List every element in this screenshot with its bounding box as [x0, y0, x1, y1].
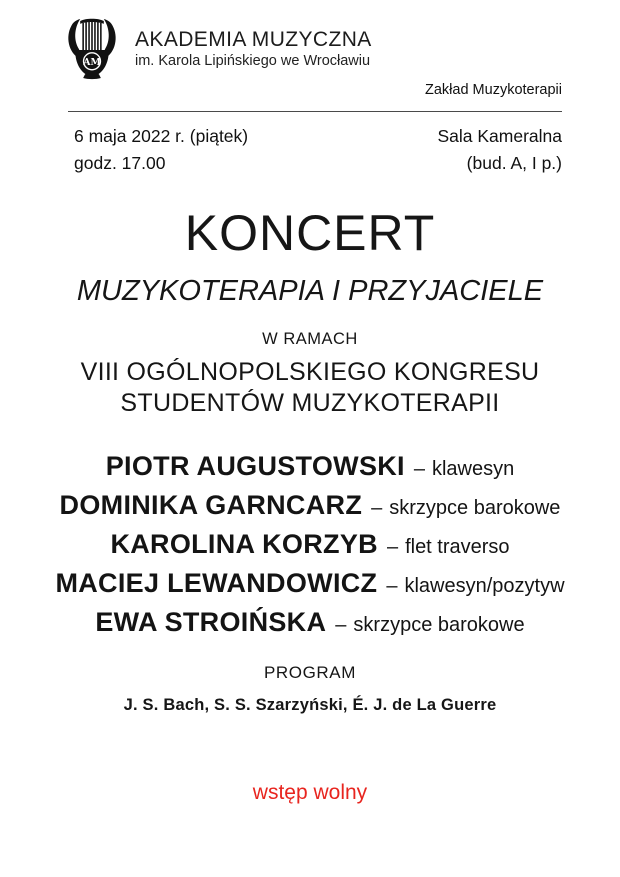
- academy-subtitle: im. Karola Lipińskiego we Wrocławiu: [135, 52, 371, 69]
- performer-name: PIOTR AUGUSTOWSKI: [105, 451, 405, 481]
- event-date: 6 maja 2022 r. (piątek): [74, 126, 249, 146]
- performer-separator: –: [335, 614, 347, 636]
- venue-name: Sala Kameralna: [437, 126, 562, 146]
- academy-name: AKADEMIA MUZYCZNA: [135, 27, 372, 51]
- performer-instrument: skrzypce barokowe: [389, 497, 561, 519]
- program-composers: J. S. Bach, S. S. Szarzyński, É. J. de La Guerre: [123, 696, 497, 714]
- performer-row: [0, 488, 620, 527]
- performer-row: [0, 527, 620, 566]
- performer-name: KAROLINA KORZYB: [110, 529, 378, 559]
- performer-instrument: flet traverso: [405, 536, 510, 558]
- context-intro: W RAMACH: [262, 330, 358, 348]
- masthead: [62, 17, 372, 80]
- performer-separator: –: [386, 575, 398, 597]
- performer-row: [0, 605, 620, 644]
- performers-list: [0, 449, 620, 644]
- event-time: godz. 17.00: [74, 153, 166, 173]
- department-name: Zakład Muzykoterapii: [425, 82, 562, 98]
- concert-subtitle: MUZYKOTERAPIA I PRZYJACIELE: [76, 275, 544, 307]
- concert-title: KONCERT: [184, 205, 436, 261]
- event-datetime: [74, 123, 248, 177]
- event-venue: [437, 123, 562, 177]
- performer-name: DOMINIKA GARNCARZ: [59, 490, 363, 520]
- congress-name: [0, 357, 620, 419]
- performer-separator: –: [413, 458, 425, 480]
- lyre-logo-icon: [62, 17, 122, 80]
- performer-name: EWA STROIŃSKA: [95, 607, 327, 637]
- svg-text:AM: AM: [83, 56, 101, 68]
- performer-instrument: klawesyn: [431, 458, 515, 480]
- congress-line-1: VIII OGÓLNOPOLSKIEGO KONGRESU: [80, 358, 540, 386]
- performer-row: [0, 566, 620, 605]
- performer-instrument: skrzypce barokowe: [353, 614, 525, 636]
- congress-line-2: STUDENTÓW MUZYKOTERAPII: [120, 389, 500, 417]
- horizontal-rule: [68, 111, 562, 112]
- performer-row: [0, 449, 620, 488]
- admission-note: wstęp wolny: [252, 781, 368, 804]
- performer-instrument: klawesyn/pozytyw: [404, 575, 565, 597]
- performer-separator: –: [371, 497, 383, 519]
- program-heading: PROGRAM: [263, 663, 357, 682]
- masthead-text: [135, 27, 372, 71]
- venue-detail: (bud. A, I p.): [466, 153, 562, 173]
- performer-separator: –: [386, 536, 399, 558]
- performer-name: MACIEJ LEWANDOWICZ: [55, 568, 378, 598]
